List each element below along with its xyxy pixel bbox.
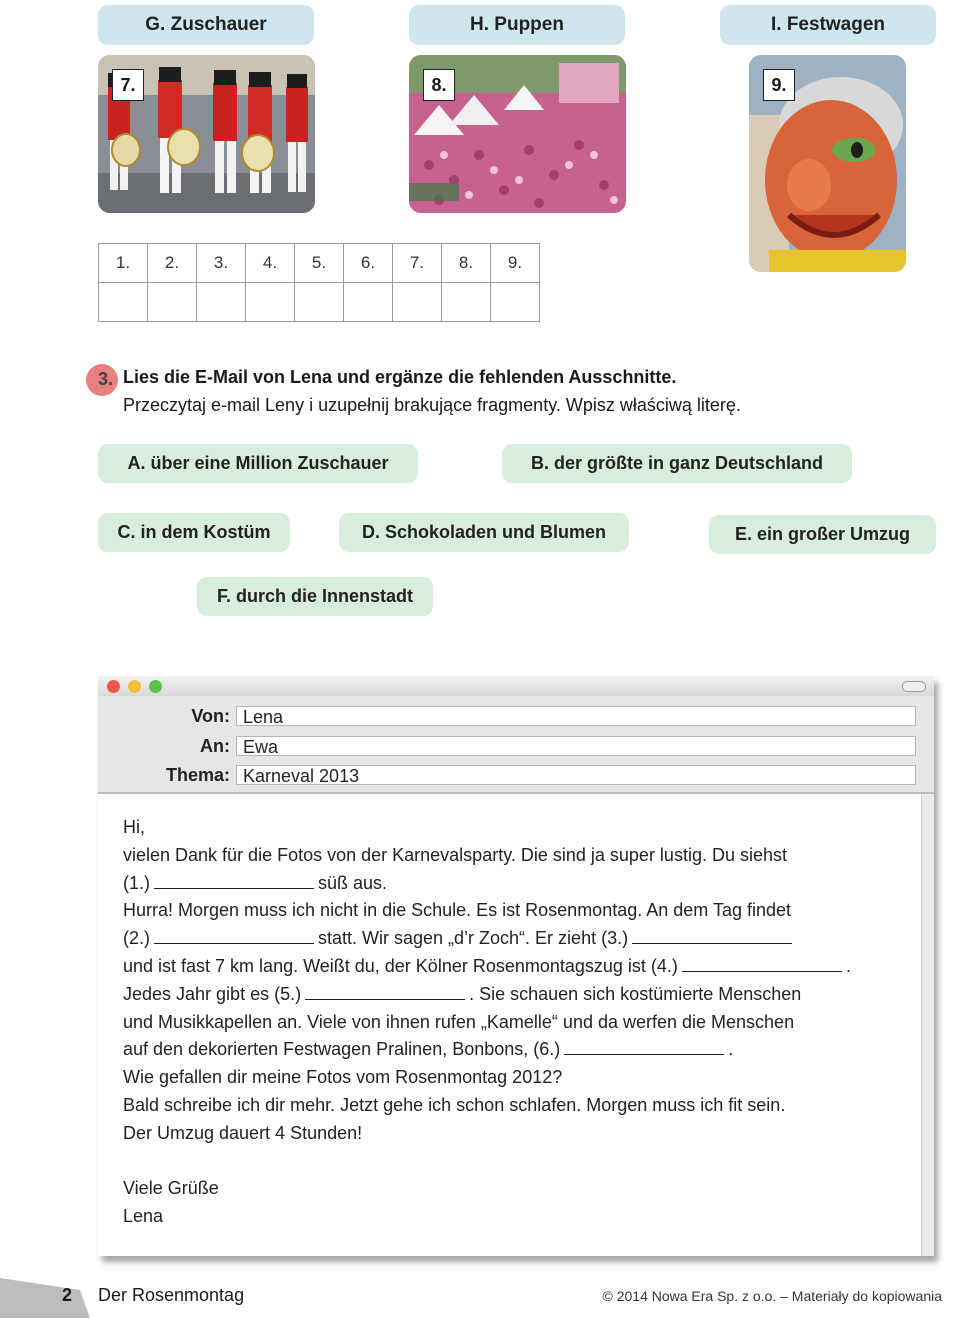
option-f: F. durch die Innenstadt (197, 577, 433, 616)
line-text: statt. Wir sagen „d’r Zoch“. Er zieht (3.) (318, 928, 629, 949)
grid-header-cell: 4. (246, 244, 295, 283)
answer-cell[interactable] (491, 283, 540, 322)
footer-title: Der Rosenmontag (98, 1285, 245, 1305)
answer-cell[interactable] (99, 283, 148, 322)
answer-grid (98, 243, 540, 322)
answer-grid-header-row (99, 244, 540, 283)
photo-crowd (409, 55, 626, 213)
gap-number: (2.) (123, 928, 150, 949)
body-line (123, 925, 851, 953)
window-titlebar (98, 676, 934, 697)
email-window (98, 676, 934, 1256)
body-line: und Musikkapellen an. Viele von ihnen rufen „Kamelle“ und da werfen die Menschen (123, 1011, 795, 1032)
line-text: . (728, 1039, 734, 1060)
grid-header-cell: 6. (344, 244, 393, 283)
answer-cell[interactable] (393, 283, 442, 322)
email-body (123, 814, 851, 1231)
gap-3-blank[interactable] (632, 925, 792, 944)
close-window-icon[interactable] (107, 680, 120, 693)
to-field[interactable]: Ewa (236, 736, 916, 756)
footer-copyright: © 2014 Nowa Era Sp. z o.o. – Materiały do kopiowania (602, 1288, 942, 1304)
option-b: B. der größte in ganz Deutschland (502, 444, 852, 483)
subject-label: Thema: (165, 765, 230, 785)
category-zuschauer: G. Zuschauer (98, 5, 314, 45)
task-instruction-de: Lies die E-Mail von Lena und ergänze die fehlenden Ausschnitte. (123, 367, 677, 387)
category-festwagen: I. Festwagen (720, 5, 936, 45)
grid-header-cell: 3. (197, 244, 246, 283)
footer-swoosh-graphic (0, 1270, 90, 1318)
body-line: Hurra! Morgen muss ich nicht in die Schule. Es ist Rosenmontag. An dem Tag findet (123, 900, 792, 921)
answer-grid-answer-row (99, 283, 540, 322)
line-text: . (845, 955, 851, 976)
grid-header-cell: 1. (99, 244, 148, 283)
body-line (123, 981, 851, 1009)
photo-puppet (749, 55, 906, 272)
photo-number: 7. (112, 69, 144, 101)
body-line: vielen Dank für die Fotos von der Karnevalsparty. Die sind ja super lustig. Du siehst (123, 844, 787, 865)
line-text: auf den dekorierten Festwagen Pralinen, Bonbons, (6.) (123, 1039, 561, 1060)
body-line: Der Umzug dauert 4 Stunden! (123, 1122, 363, 1143)
photo-drummers (98, 55, 315, 213)
photo-number: 8. (423, 69, 455, 101)
scrollbar[interactable] (921, 794, 934, 1256)
line-text: . Sie schauen sich kostümierte Menschen (469, 983, 802, 1004)
grid-header-cell: 7. (393, 244, 442, 283)
body-line (123, 870, 851, 898)
grid-header-cell: 2. (148, 244, 197, 283)
line-text: süß aus. (318, 872, 388, 893)
from-label: Von: (191, 706, 230, 726)
minimize-window-icon[interactable] (128, 680, 141, 693)
answer-cell[interactable] (246, 283, 295, 322)
email-header (98, 696, 934, 794)
task-number-marker (86, 364, 118, 396)
line-text: Jedes Jahr gibt es (5.) (123, 983, 302, 1004)
option-e: E. ein großer Umzug (709, 515, 936, 554)
toolbar-toggle-button[interactable] (902, 681, 926, 692)
grid-header-cell: 8. (442, 244, 491, 283)
answer-cell[interactable] (442, 283, 491, 322)
answer-cell[interactable] (148, 283, 197, 322)
option-c: C. in dem Kostüm (98, 513, 290, 552)
gap-1-blank[interactable] (154, 870, 314, 889)
gap-2-blank[interactable] (154, 925, 314, 944)
body-line: Lena (123, 1206, 164, 1227)
maximize-window-icon[interactable] (149, 680, 162, 693)
task-number: 3. (98, 369, 114, 389)
gap-5-blank[interactable] (305, 981, 465, 1000)
body-line: Bald schreibe ich dir mehr. Jetzt gehe ich schon schlafen. Morgen muss ich fit sein. (123, 1094, 786, 1115)
option-a: A. über eine Million Zuschauer (98, 444, 418, 483)
gap-6-blank[interactable] (564, 1036, 724, 1055)
answer-cell[interactable] (295, 283, 344, 322)
grid-header-cell: 9. (491, 244, 540, 283)
grid-header-cell: 5. (295, 244, 344, 283)
spacer (123, 1148, 851, 1176)
category-puppen: H. Puppen (409, 5, 625, 45)
line-text: und ist fast 7 km lang. Weißt du, der Kölner Rosenmontagszug ist (4.) (123, 955, 678, 976)
page-number: 2 (62, 1285, 73, 1305)
from-field[interactable]: Lena (236, 706, 916, 726)
to-label: An: (200, 736, 230, 756)
gap-4-blank[interactable] (682, 953, 842, 972)
body-line: Hi, (123, 817, 145, 837)
subject-field[interactable]: Karneval 2013 (236, 765, 916, 785)
body-line: Viele Grüße (123, 1178, 219, 1199)
option-d: D. Schokoladen und Blumen (339, 513, 629, 552)
answer-cell[interactable] (197, 283, 246, 322)
gap-number: (1.) (123, 872, 150, 893)
body-line (123, 953, 851, 981)
body-line: Wie gefallen dir meine Fotos vom Rosenmontag 2012? (123, 1067, 563, 1088)
photo-number: 9. (763, 69, 795, 101)
task-instruction-pl: Przeczytaj e-mail Leny i uzupełnij brakujące fragmenty. Wpisz właściwą literę. (123, 395, 741, 415)
answer-cell[interactable] (344, 283, 393, 322)
body-line (123, 1036, 851, 1064)
